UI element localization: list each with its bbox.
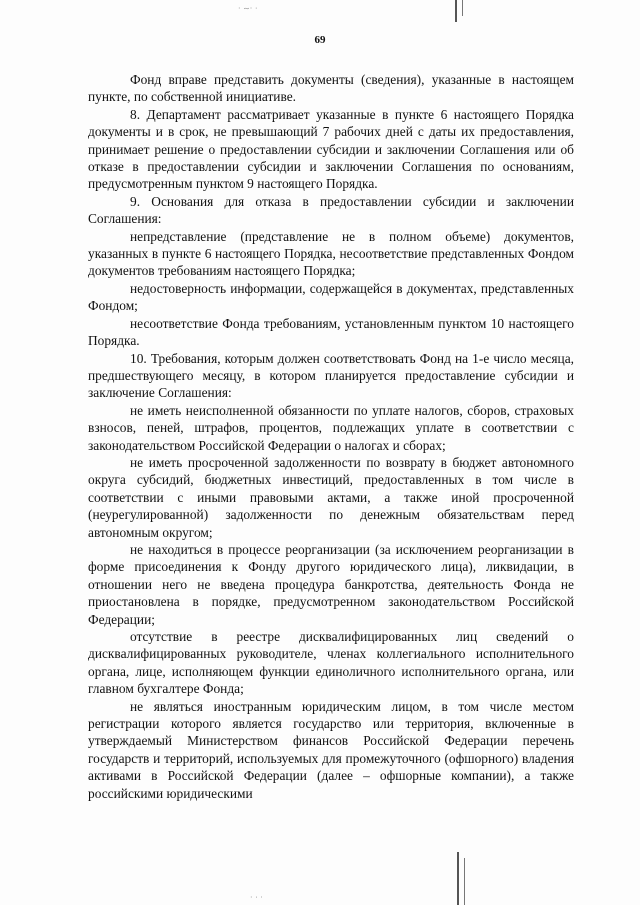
paragraph: не являться иностранным юридическим лицом, в том числе местом регистрации которого является государство или территория, включенные в утверждаемый Министерством финансов Российской Федерации перечень государств и территорий, используемых для промежуточного (офшорного) владения активами в Российской Федерации (далее – офшорные компании), а также российскими юридическими (88, 698, 574, 801)
paragraph: 8. Департамент рассматривает указанные в пункте 6 настоящего Порядка документы и в срок, не превышающий 7 рабочих дней с даты их предоставления, принимает решение о предоставлении субсидии и заключении Соглашения или об отказе в предоставлении субсидии и заключении Соглашения по основаниям, предусмотренным пунктом 9 настоящего Порядка. (88, 106, 574, 192)
paragraph: не иметь неисполненной обязанности по уплате налогов, сборов, страховых взносов, пеней, штрафов, процентов, подлежащих уплате в соответствии с законодательством Российской Федерации о налогах и сборах; (88, 402, 574, 453)
paragraph: 10. Требования, которым должен соответствовать Фонд на 1-е число месяца, предшествующего месяцу, в котором планируется предоставление субсидии и заключение Соглашения: (88, 350, 574, 401)
scan-line-top-2 (462, 0, 463, 16)
page-number: 69 (314, 34, 326, 46)
paragraph: несоответствие Фонда требованиям, установленным пунктом 10 настоящего Порядка. (88, 315, 574, 349)
scan-line-bottom-2 (464, 858, 465, 905)
paragraph: не находиться в процессе реорганизации (за исключением реорганизации в форме присоединения к Фонду другого юридического лица), ликвидации, в отношении него не введена процедура банкротства, деятельность Фонда не приостановлена в порядке, предусмотренном законодательством Российской Федерации; (88, 541, 574, 627)
scan-line-top (455, 0, 457, 22)
scan-smudge-bottom: · ⋅ · (250, 893, 263, 902)
paragraph: отсутствие в реестре дисквалифицированных лиц сведений о дисквалифицированных руководителе, членах коллегиального исполнительного органа, лице, исполняющем функции единоличного исполнительного органа, или главном бухгалтере Фонда; (88, 629, 574, 697)
scan-line-bottom (457, 852, 459, 905)
paragraph: непредставление (представление не в полном объеме) документов, указанных в пункте 6 настоящего Порядка, несоответствие представленных Фондом документов требованиям настоящего Порядка; (88, 228, 574, 279)
paragraph: недостоверность информации, содержащейся в документах, представленных Фондом; (88, 280, 574, 314)
paragraph: не иметь просроченной задолженности по возврату в бюджет автономного округа субсидий, бюджетных инвестиций, предоставленных в том числе в соответствии с иными правовыми актами, а также иной просроченной (неурегулированной) задолженности по денежным обязательствам перед автономным округом; (88, 454, 574, 540)
paragraph: Фонд вправе представить документы (сведения), указанные в настоящем пункте, по собственной инициативе. (88, 72, 574, 105)
document-body (88, 71, 574, 802)
scan-smudge-top: · ∼· ⋅ (238, 4, 258, 13)
paragraph: 9. Основания для отказа в предоставлении субсидии и заключении Соглашения: (88, 193, 574, 227)
